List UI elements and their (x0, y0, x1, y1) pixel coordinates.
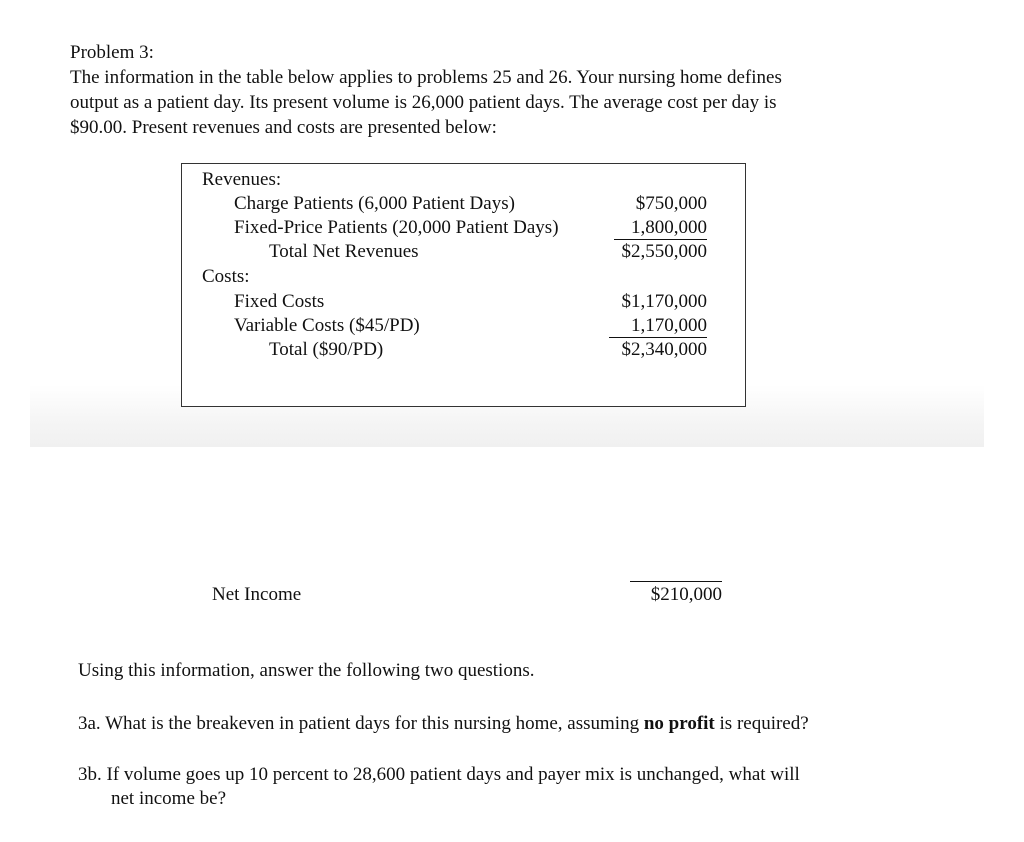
question-3a-end: is required? (714, 713, 809, 734)
charge-patients-value: $750,000 (635, 193, 707, 214)
net-income-label: Net Income (212, 584, 302, 605)
variable-costs-value: 1,170,000 (609, 315, 707, 338)
question-3b-line-1: 3b. If volume goes up 10 percent to 28,600 patient days and payer mix is unchanged, what will (78, 764, 800, 785)
costs-heading: Costs: (202, 266, 250, 287)
questions-lead: Using this information, answer the following two questions. (78, 660, 535, 681)
total-costs-value: $2,340,000 (621, 339, 707, 360)
net-income-value: $210,000 (630, 581, 722, 606)
total-net-revenues-label: Total Net Revenues (269, 241, 419, 262)
intro-line-3: $90.00. Present revenues and costs are presented below: (70, 117, 497, 138)
fixed-price-patients-label: Fixed-Price Patients (20,000 Patient Days) (234, 217, 559, 238)
fixed-costs-label: Fixed Costs (234, 291, 325, 312)
question-3a-text: 3a. What is the breakeven in patient days for this nursing home, assuming (78, 713, 644, 734)
variable-costs-label: Variable Costs ($45/PD) (234, 315, 420, 336)
problem-title: Problem 3: (70, 42, 154, 63)
question-3b-line-2: net income be? (111, 788, 227, 809)
financial-table (181, 163, 746, 407)
total-net-revenues-value: $2,550,000 (621, 241, 707, 262)
question-3a (78, 712, 809, 736)
fixed-price-patients-value: 1,800,000 (614, 217, 707, 240)
intro-line-1: The information in the table below applies to problems 25 and 26. Your nursing home defines (70, 67, 782, 88)
intro-line-2: output as a patient day. Its present volume is 26,000 patient days. The average cost per day is (70, 92, 777, 113)
total-costs-label: Total ($90/PD) (269, 339, 384, 360)
question-3a-emphasis: no profit (643, 713, 715, 734)
problem-intro (70, 40, 782, 140)
revenues-heading: Revenues: (202, 169, 282, 190)
charge-patients-label: Charge Patients (6,000 Patient Days) (234, 193, 515, 214)
fixed-costs-value: $1,170,000 (621, 291, 707, 312)
